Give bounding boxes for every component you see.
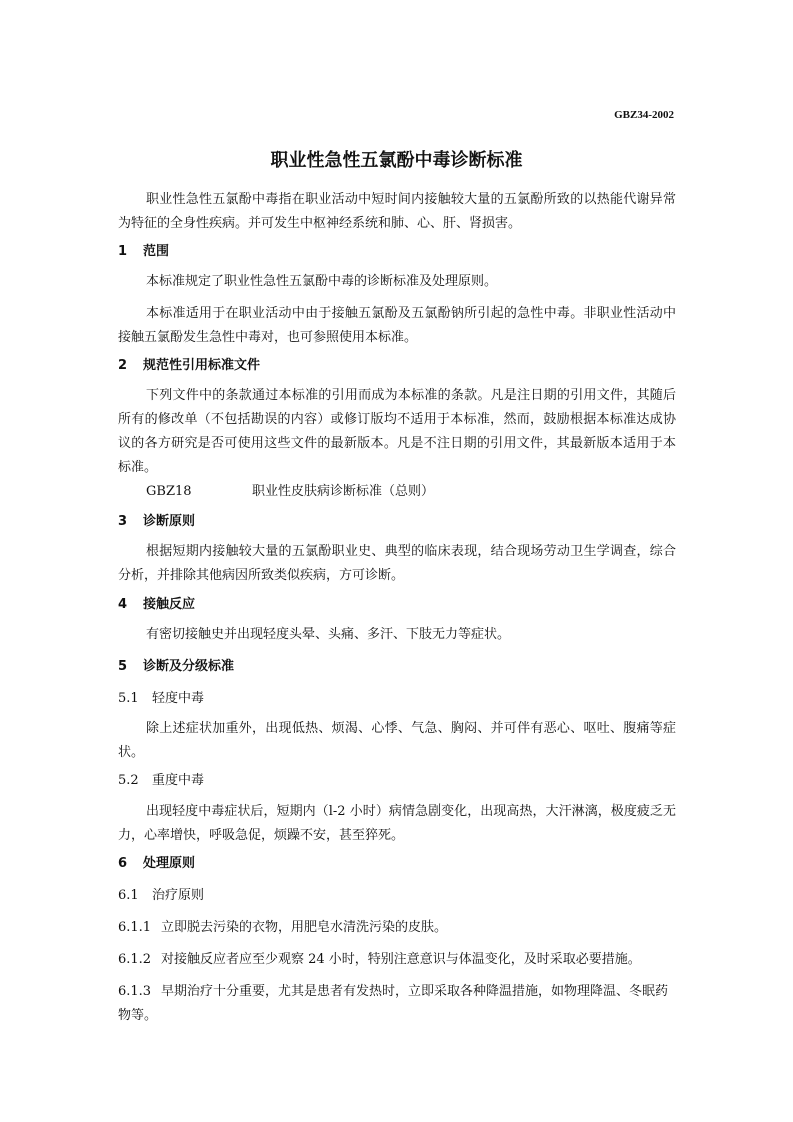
- subsection-number: 6.1: [118, 888, 139, 903]
- subsection-title: 治疗原则: [152, 888, 205, 903]
- section-number: 5: [118, 659, 128, 674]
- subsection-5-2-paragraph: 出现轻度中毒症状后，短期内（l-2 小时）病情急剧变化，出现高热，大汗淋漓，极度疲乏无力，心率增快，呼吸急促，烦躁不安，甚至猝死。: [118, 804, 676, 843]
- item-number: 6.1.3: [118, 984, 152, 999]
- section-3-heading: [118, 512, 195, 532]
- section-4-paragraph-1: 有密切接触史并出现轻度头晕、头痛、多汗、下肢无力等症状。: [146, 627, 511, 642]
- section-title: 接触反应: [143, 597, 196, 612]
- subsection-5-1-paragraph: 除上述症状加重外，出现低热、烦渴、心悸、气急、胸闷、并可伴有恶心、呕吐、腹痛等症状。: [118, 721, 676, 760]
- section-5-heading: [118, 657, 234, 677]
- item-text: 对接触反应者应至少观察 24 小时，特别注意意识与体温变化，及时采取必要措施。: [161, 952, 641, 967]
- section-2-heading: [118, 356, 260, 376]
- reference-title: 职业性皮肤病诊断标准（总则）: [252, 484, 435, 499]
- section-title: 规范性引用标准文件: [143, 358, 261, 373]
- item-6-1-1: [118, 918, 447, 938]
- reference-code: GBZ18: [146, 484, 192, 499]
- section-number: 1: [118, 244, 128, 259]
- subsection-number: 5.1: [118, 691, 139, 706]
- standard-code: GBZ34-2002: [614, 109, 674, 121]
- subsection-title: 轻度中毒: [152, 691, 205, 706]
- section-3-paragraph-1: 根据短期内接触较大量的五氯酚职业史、典型的临床表现，结合现场劳动卫生学调查，综合分析，并排除其他病因所致类似疾病，方可诊断。: [118, 544, 676, 583]
- item-6-1-3: [118, 980, 676, 1028]
- section-1-paragraph-1: 本标准规定了职业性急性五氯酚中毒的诊断标准及处理原则。: [146, 274, 498, 289]
- section-number: 3: [118, 514, 128, 529]
- intro-paragraph: 职业性急性五氯酚中毒指在职业活动中短时间内接触较大量的五氯酚所致的以热能代谢异常为特征的全身性疾病。并可发生中枢神经系统和肺、心、肝、肾损害。: [118, 192, 676, 231]
- section-title: 范围: [143, 244, 170, 259]
- item-6-1-2: [118, 950, 641, 970]
- section-4-heading: [118, 595, 195, 615]
- reference-entry: [146, 482, 434, 502]
- section-1-heading: [118, 242, 169, 262]
- section-number: 6: [118, 856, 128, 871]
- subsection-title: 重度中毒: [152, 773, 205, 788]
- section-1-paragraph-2: 本标准适用于在职业活动中由于接触五氯酚及五氯酚钠所引起的急性中毒。非职业性活动中接触五氯酚发生急性中毒对，也可参照使用本标准。: [118, 306, 676, 345]
- page-title: 职业性急性五氯酚中毒诊断标准: [270, 150, 523, 171]
- item-number: 6.1.2: [118, 952, 152, 967]
- subsection-5-2-heading: [118, 771, 204, 791]
- section-title: 诊断及分级标准: [143, 659, 235, 674]
- section-number: 2: [118, 358, 128, 373]
- item-number: 6.1.1: [118, 920, 152, 935]
- item-text: 早期治疗十分重要，尤其是患者有发热时，立即采取各种降温措施，如物理降温、冬眠药物等。: [118, 984, 669, 1023]
- subsection-6-1-heading: [118, 886, 204, 906]
- subsection-number: 5.2: [118, 773, 139, 788]
- section-title: 处理原则: [143, 856, 196, 871]
- subsection-5-1-heading: [118, 689, 204, 709]
- section-2-paragraph-1: 下列文件中的条款通过本标准的引用而成为本标准的条款。凡是注日期的引用文件，其随后所有的修改单（不包括勘误的内容）或修订版均不适用于本标准，然而，鼓励根据本标准达成协议的各方研究是否可使用这些文件的最新版本。凡是不注日期的引用文件，其最新版本适用于本标准。: [118, 388, 676, 475]
- section-6-heading: [118, 854, 195, 874]
- item-text: 立即脱去污染的衣物，用肥皂水清洗污染的皮肤。: [161, 920, 448, 935]
- section-title: 诊断原则: [143, 514, 196, 529]
- section-number: 4: [118, 597, 128, 612]
